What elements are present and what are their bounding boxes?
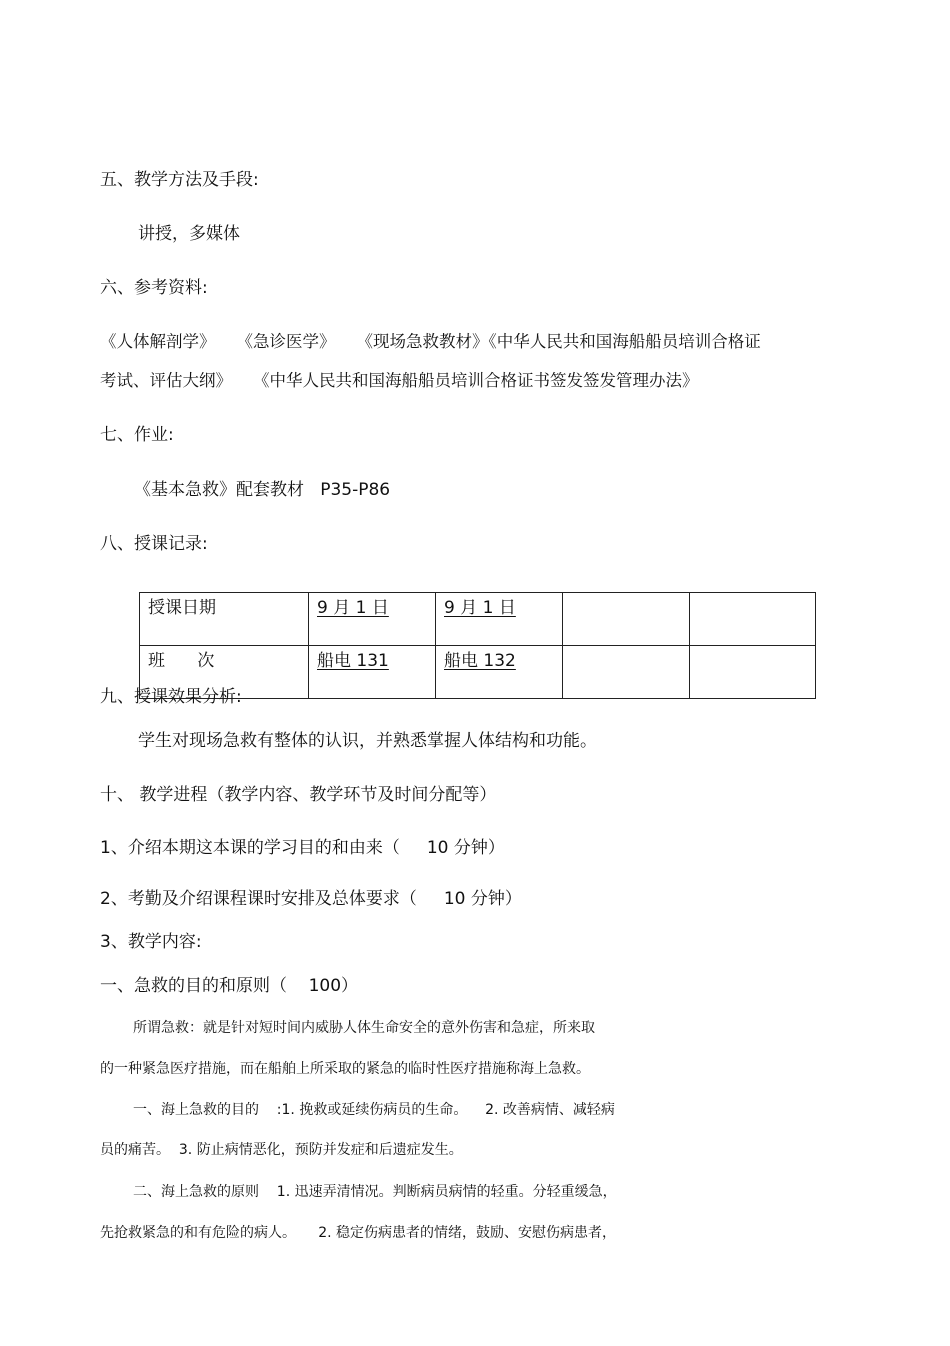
table-cell	[563, 593, 690, 646]
paragraph-1-line-1: 所谓急救：就是针对短时间内威胁人体生命安全的意外伤害和急症，所来取	[133, 1020, 595, 1036]
progress-item-1: 1、介绍本期这本课的学习目的和由来（ 10 分钟）	[100, 838, 505, 858]
table-cell	[309, 593, 436, 646]
table-cell: 班 次	[140, 646, 309, 699]
table-cell	[436, 593, 563, 646]
table-cell: 授课日期	[140, 593, 309, 646]
table-cell	[436, 646, 563, 699]
homework-text: 《基本急救》配套教材 P35-P86	[134, 480, 391, 500]
progress-item-3: 3、教学内容:	[100, 932, 202, 952]
table-cell-text: 船电 131	[317, 651, 389, 671]
table-cell-text: 船电 132	[444, 651, 516, 671]
progress-item-2: 2、考勤及介绍课程课时安排及总体要求（ 10 分钟）	[100, 889, 522, 909]
section-5-heading: 五、教学方法及手段:	[100, 170, 259, 190]
table-row	[140, 593, 816, 646]
table-cell-text: 9 月 1 日	[444, 598, 516, 618]
section-6-heading: 六、参考资料:	[100, 278, 208, 298]
paragraph-2-line-2: 员的痛苦。 3. 防止病情恶化，预防并发症和后遗症发生。	[100, 1142, 463, 1158]
paragraph-3-line-2: 先抢救紧急的和有危险的病人。 2. 稳定伤病患者的情绪，鼓励、安慰伤病患者，	[100, 1225, 617, 1241]
references-line-2: 考试、评估大纲》 《中华人民共和国海船船员培训合格证书签发签发管理办法》	[100, 371, 699, 390]
table-cell	[309, 646, 436, 699]
paragraph-1-line-2: 的一种紧急医疗措施，而在船舶上所采取的紧急的临时性医疗措施称海上急救。	[100, 1061, 590, 1077]
paragraph-2-line-1: 一、海上急救的目的 :1. 挽救或延续伤病员的生命。 2. 改善病情、减轻病	[133, 1102, 615, 1118]
table-cell	[690, 593, 816, 646]
table-cell-text: 9 月 1 日	[317, 598, 389, 618]
part-1-heading: 一、急救的目的和原则（ 100）	[100, 976, 359, 996]
paragraph-3-line-1: 二、海上急救的原则 1. 迅速弄清情况。判断病员病情的轻重。分轻重缓急，	[133, 1184, 617, 1200]
section-8-heading: 八、授课记录:	[100, 534, 208, 554]
section-7-heading: 七、作业:	[100, 425, 174, 445]
table-cell	[690, 646, 816, 699]
table-cell	[563, 646, 690, 699]
section-10-heading: 十、 教学进程（教学内容、教学环节及时间分配等）	[100, 785, 497, 805]
section-5-text: 讲授，多媒体	[138, 224, 240, 244]
references-line-1: 《人体解剖学》 《急诊医学》 《现场急救教材》《中华人民共和国海船船员培训合格证	[100, 332, 761, 351]
section-9-heading: 九、授课效果分析:	[100, 687, 242, 707]
teaching-record-table	[139, 592, 816, 699]
section-9-text: 学生对现场急救有整体的认识，并熟悉掌握人体结构和功能。	[138, 731, 597, 751]
